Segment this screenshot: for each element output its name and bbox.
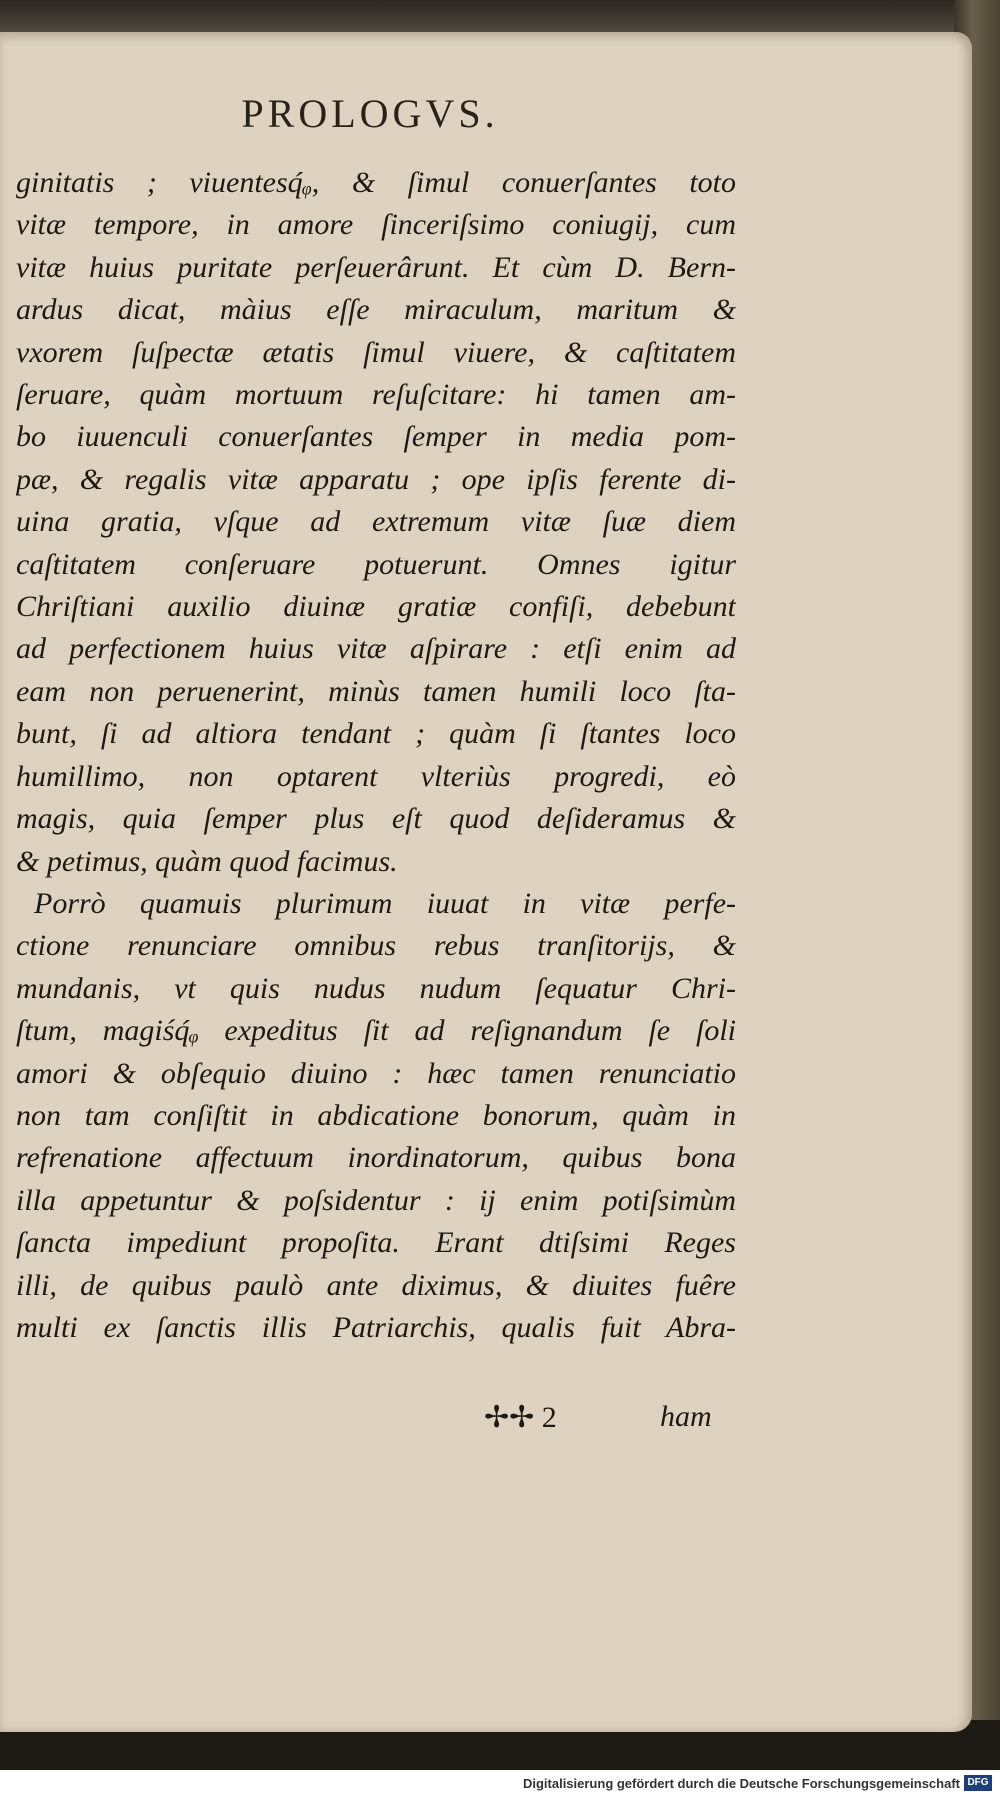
text-line: & petimus, quàm quod facimus. (16, 844, 398, 878)
text-line: caſtitatem conſeruare potuerunt. Omnes igitur (16, 547, 736, 581)
text-line: bo iuuenculi conuerſantes ſemper in media pom- (16, 420, 736, 454)
text-line: eam non peruenerint, minùs tamen humili loco ſta- (16, 674, 736, 708)
text-line: magis, quia ſemper plus eſt quod deſideramus & (16, 802, 736, 836)
text-line: refrenatione affectuum inordinatorum, quibus bona (16, 1141, 736, 1175)
text-line: pæ, & regalis vitæ apparatu ; ope ipſis ferente di- (16, 462, 736, 496)
text-line: amori & obſequio diuino : hæc tamen renunciatio (16, 1056, 736, 1090)
text-line: ardus dicat, màius eſſe miraculum, maritum & (16, 293, 736, 327)
text-line: ſtum, magiśq́ᵩ expeditus ſit ad reſignandum ſe ſoli (16, 1014, 736, 1048)
text-line: ctione renunciare omnibus rebus tranſitorijs, & (16, 929, 736, 963)
text-line: Porrò quamuis plurimum iuuat in vitæ perfe- (34, 886, 736, 920)
dfg-logo-icon: DFG (964, 1775, 992, 1791)
text-line: ſancta impediunt propoſita. Erant dtiſsimi Reges (16, 1226, 736, 1260)
text-line: humillimo, non optarent vlteriùs progredi, eò (16, 759, 736, 793)
text-line: vitæ huius puritate perſeuerârunt. Et cùm D. Bern- (16, 250, 736, 284)
book-page (0, 32, 972, 1732)
page-title: PROLOGVS. (241, 91, 499, 136)
text-line: vxorem ſuſpectæ ætatis ſimul viuere, & caſtitatem (16, 335, 736, 369)
text-line: illi, de quibus paulò ante diximus, & diuites fuêre (16, 1268, 736, 1302)
text-line: Chriſtiani auxilio diuinæ gratiæ confiſi, debebunt (16, 590, 736, 624)
signature-mark: ✢✢ 2 (484, 1401, 557, 1434)
catchword: ham (660, 1400, 712, 1433)
text-line: non tam conſiſtit in abdicatione bonorum, quàm in (16, 1098, 736, 1132)
text-line: uina gratia, vſque ad extremum vitæ ſuæ diem (16, 505, 736, 539)
text-line: bunt, ſi ad altiora tendant ; quàm ſi ſtantes loco (16, 717, 736, 751)
text-line: ad perfectionem huius vitæ aſpirare : etſi enim ad (16, 632, 736, 666)
funding-credit: Digitalisierung gefördert durch die Deutsche Forschungsgemeinschaft (522, 1776, 960, 1791)
text-line: multi ex ſanctis illis Patriarchis, qualis fuit Abra- (16, 1310, 736, 1344)
text-line: mundanis, vt quis nudus nudum ſequatur Chri- (16, 971, 736, 1005)
text-line: ſeruare, quàm mortuum reſuſcitare: hi tamen am- (16, 378, 736, 412)
body-text (16, 162, 736, 1349)
footer-bar (0, 1770, 1000, 1799)
text-line: vitæ tempore, in amore ſinceriſsimo coniugij, cum (16, 208, 736, 242)
text-line: ginitatis ; viuentesq́ᵩ, & ſimul conuerſantes toto (16, 166, 736, 199)
text-line: illa appetuntur & poſsidentur : ij enim potiſsimùm (16, 1183, 736, 1217)
